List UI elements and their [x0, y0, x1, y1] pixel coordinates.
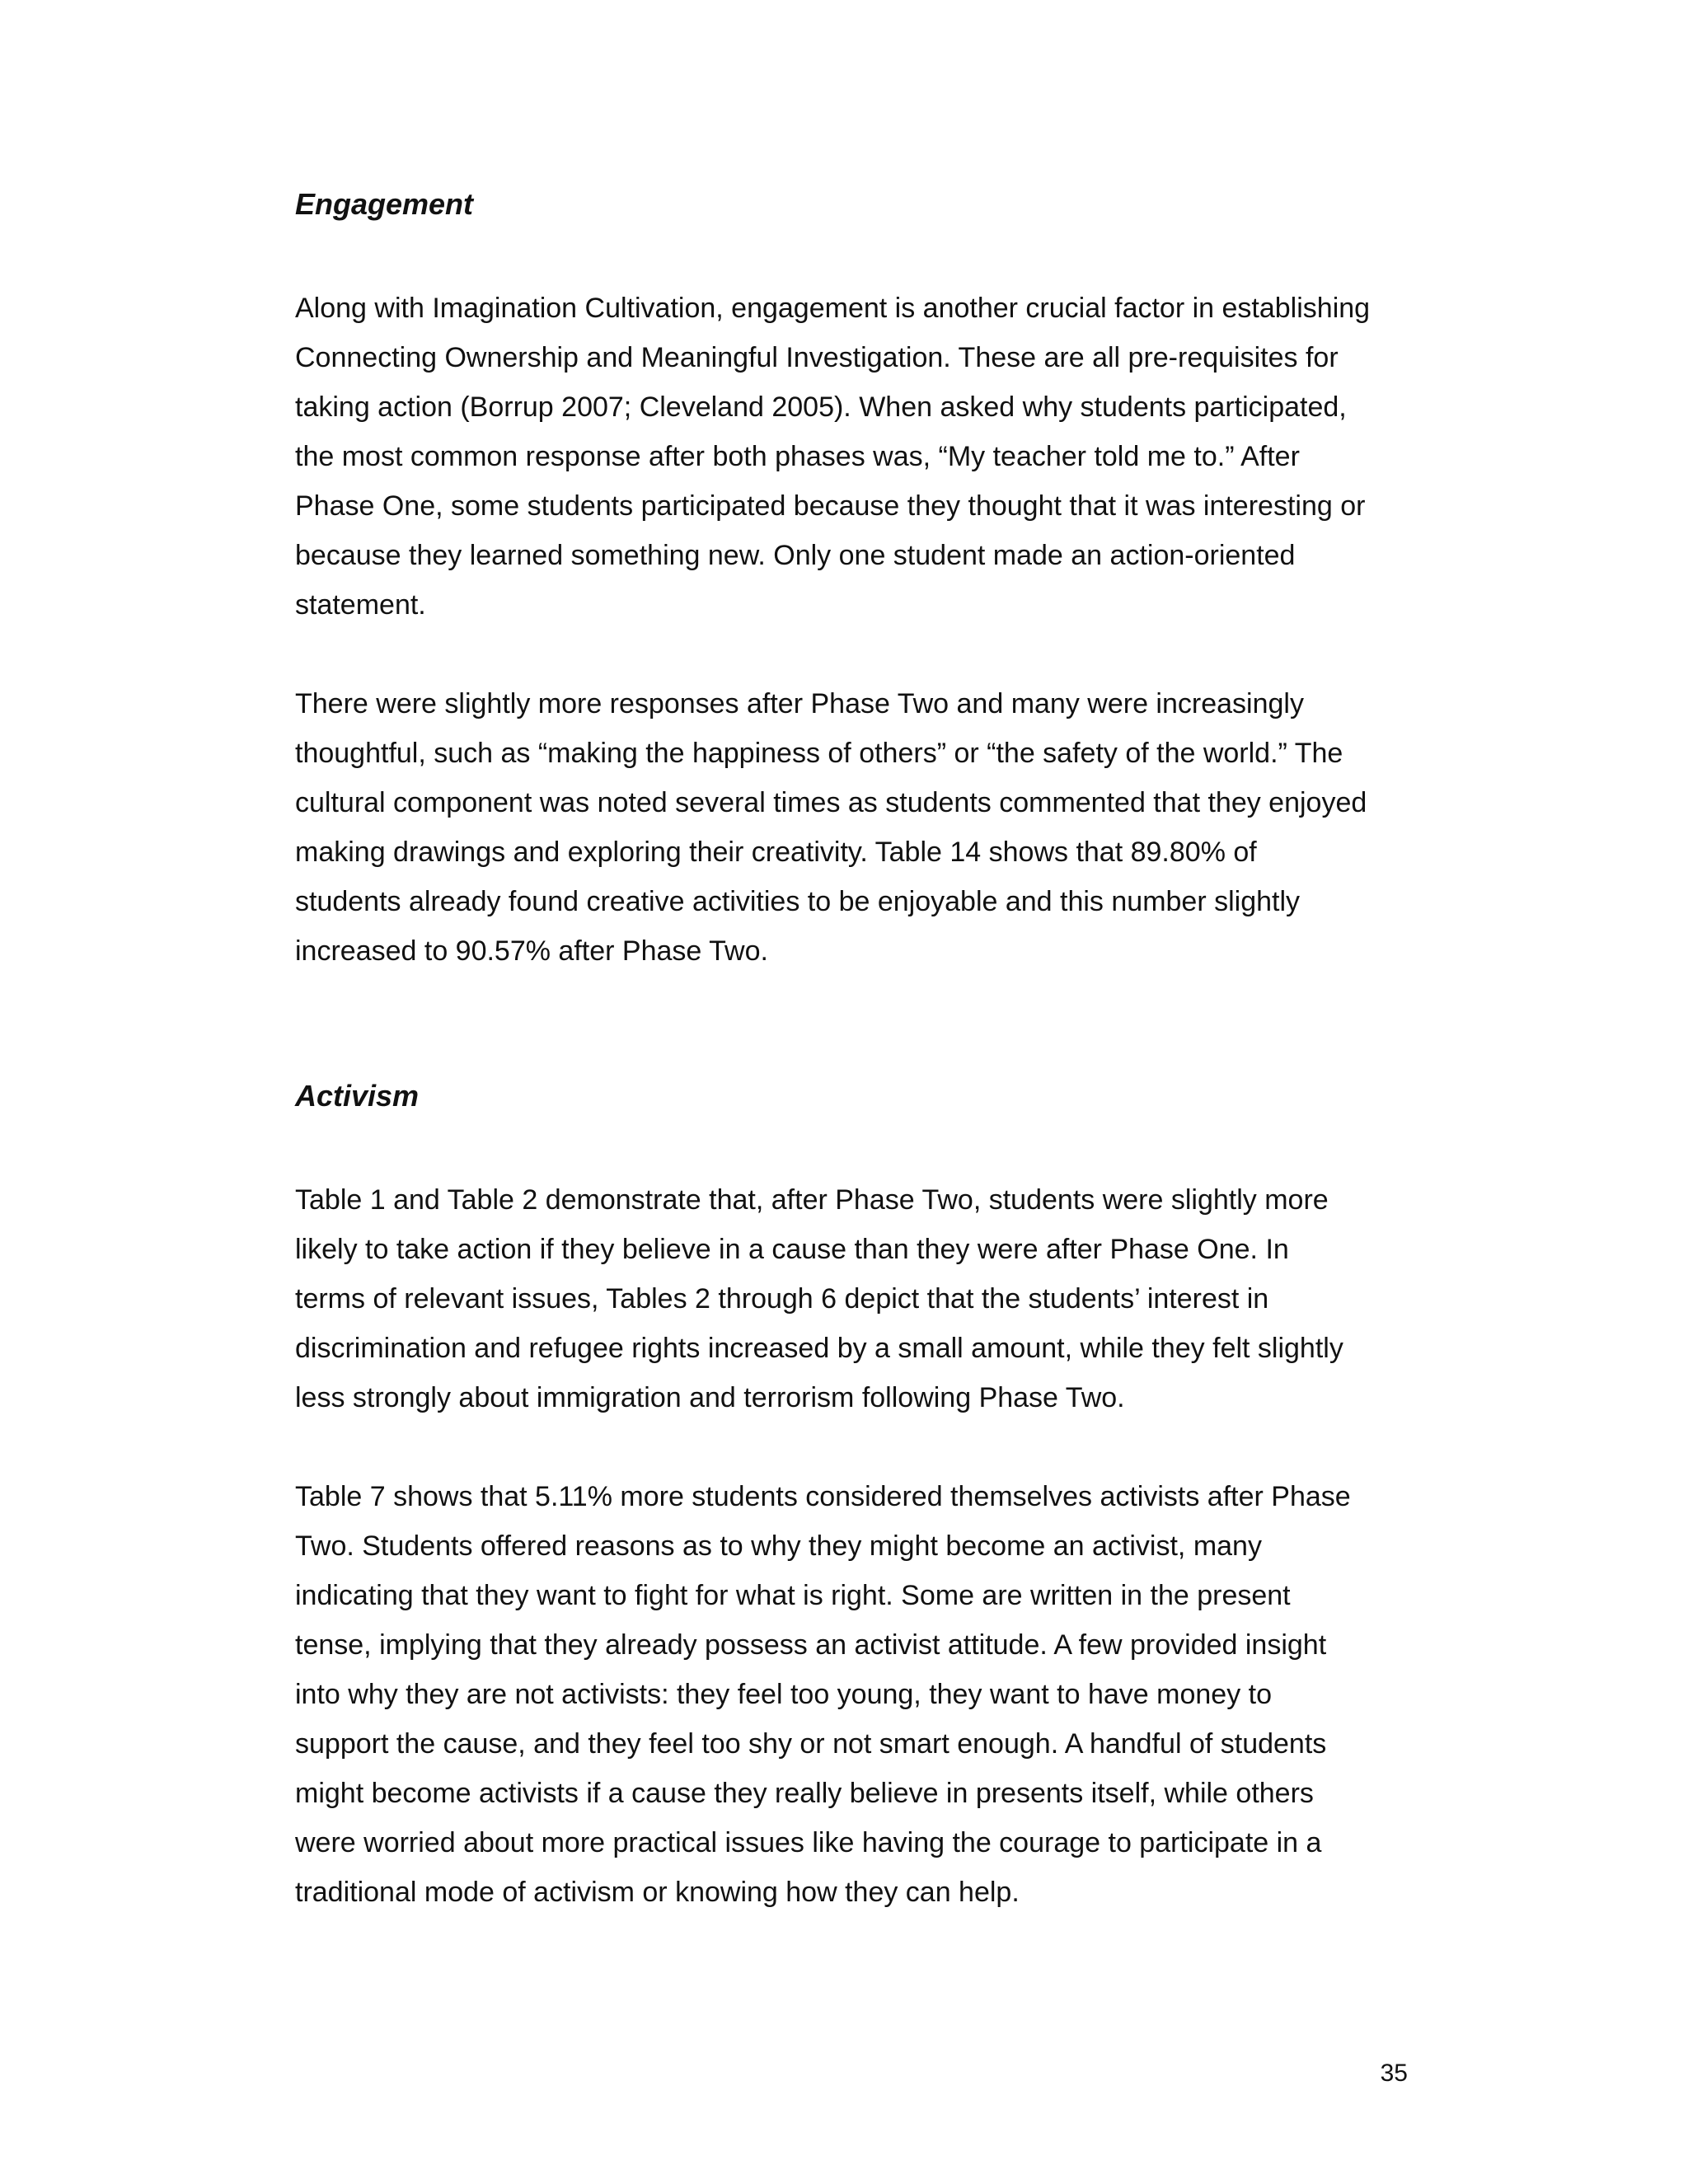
paragraph-engagement-2 — [295, 679, 1404, 976]
paragraph-activism-2 — [295, 1472, 1404, 1917]
text-line: Phase One, some students participated because they thought that it was interesting or — [295, 490, 1366, 522]
text-line: cultural component was noted several times as students commented that they enjoyed — [295, 787, 1367, 818]
paragraph-activism-1 — [295, 1175, 1404, 1422]
text-line: tense, implying that they already possess an activist attitude. A few provided insight — [295, 1629, 1327, 1661]
text-line: taking action (Borrup 2007; Cleveland 2005). When asked why students participated, — [295, 391, 1347, 423]
text-line: traditional mode of activism or knowing how they can help. — [295, 1877, 1020, 1908]
text-line: less strongly about immigration and terrorism following Phase Two. — [295, 1382, 1125, 1413]
text-line: might become activists if a cause they really believe in presents itself, while others — [295, 1778, 1314, 1809]
text-line: because they learned something new. Only one student made an action-oriented — [295, 540, 1296, 571]
page-number: 35 — [1380, 2060, 1408, 2087]
text-line: support the cause, and they feel too shy or not smart enough. A handful of students — [295, 1728, 1327, 1760]
text-line: likely to take action if they believe in a cause than they were after Phase One. In — [295, 1234, 1289, 1265]
text-line: Two. Students offered reasons as to why they might become an activist, many — [295, 1530, 1262, 1562]
text-line: thoughtful, such as “making the happiness of others” or “the safety of the world.” The — [295, 738, 1343, 769]
text-line: the most common response after both phases was, “My teacher told me to.” After — [295, 441, 1300, 472]
text-line: increased to 90.57% after Phase Two. — [295, 935, 768, 967]
text-line: making drawings and exploring their creativity. Table 14 shows that 89.80% of — [295, 837, 1257, 868]
text-line: indicating that they want to fight for what is right. Some are written in the present — [295, 1580, 1291, 1611]
text-line: Connecting Ownership and Meaningful Investigation. These are all pre-requisites for — [295, 342, 1339, 373]
text-line: were worried about more practical issues like having the courage to participate in a — [295, 1827, 1322, 1858]
text-line: statement. — [295, 589, 426, 621]
paragraph-engagement-1 — [295, 284, 1404, 630]
text-line: discrimination and refugee rights increased by a small amount, while they felt slightly — [295, 1333, 1343, 1364]
text-line: Table 7 shows that 5.11% more students considered themselves activists after Phase — [295, 1481, 1351, 1512]
text-line: Along with Imagination Cultivation, engagement is another crucial factor in establishing — [295, 293, 1371, 324]
section-heading-activism: Activism — [295, 1079, 420, 1113]
text-line: There were slightly more responses after Phase Two and many were increasingly — [295, 688, 1304, 719]
text-line: Table 1 and Table 2 demonstrate that, after Phase Two, students were slightly more — [295, 1184, 1329, 1216]
section-heading-engagement: Engagement — [295, 187, 474, 221]
text-line: into why they are not activists: they feel too young, they want to have money to — [295, 1679, 1273, 1710]
page-content — [295, 183, 1404, 1917]
text-line: terms of relevant issues, Tables 2 through 6 depict that the students’ interest in — [295, 1283, 1269, 1315]
text-line: students already found creative activities to be enjoyable and this number slightly — [295, 886, 1301, 917]
